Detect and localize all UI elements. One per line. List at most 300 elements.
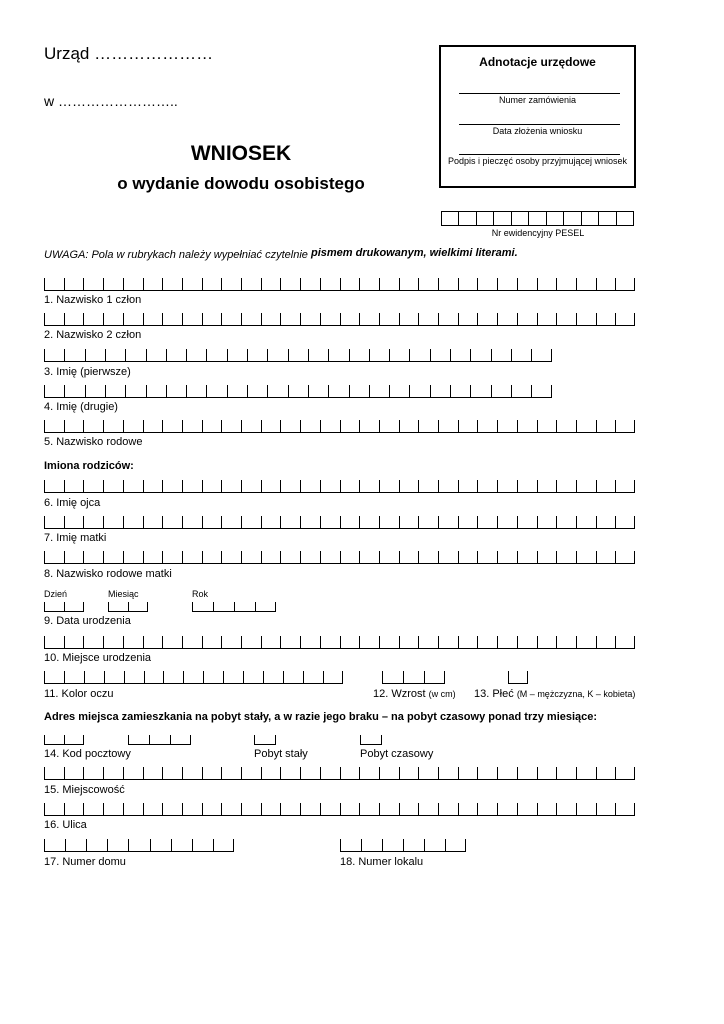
comb-divider [458,551,459,563]
height-field[interactable] [382,672,445,684]
comb-divider [261,803,262,815]
official-annotations-box [439,45,636,188]
comb-divider [418,803,419,815]
comb-divider [424,839,425,851]
father-name-label: 6. Imię ojca [44,497,101,509]
house-number-field[interactable] [44,840,234,852]
comb-divider [340,516,341,528]
comb-divider [527,671,528,683]
comb-divider [64,803,65,815]
comb-divider [275,602,276,611]
comb-divider [64,516,65,528]
comb-divider [359,480,360,492]
comb-divider [634,420,635,432]
street-field[interactable] [44,804,635,816]
surname-2-field[interactable] [44,314,635,326]
comb-divider [44,516,45,528]
comb-divider [418,420,419,432]
comb-divider [418,480,419,492]
birth-month-caption: Miesiąc [108,589,139,599]
comb-divider [615,278,616,290]
comb-divider [241,636,242,648]
comb-divider [497,313,498,325]
comb-divider [65,839,66,851]
comb-divider [83,480,84,492]
comb-divider [213,602,214,611]
comb-divider [328,349,329,361]
comb-divider [556,551,557,563]
comb-divider [149,735,150,744]
comb-divider [202,313,203,325]
surname-2-label: 2. Nazwisko 2 człon [44,329,142,341]
comb-divider [64,313,65,325]
office-line: Urząd ………………… [44,44,214,63]
comb-divider [477,516,478,528]
comb-divider [288,385,289,397]
comb-divider [458,516,459,528]
comb-divider [320,516,321,528]
comb-divider [83,313,84,325]
pesel-cell[interactable] [442,212,459,225]
comb-divider [162,480,163,492]
comb-divider [517,420,518,432]
comb-divider [108,602,109,611]
comb-divider [444,671,445,683]
comb-divider [44,671,45,683]
comb-divider [125,385,126,397]
comb-divider [44,480,45,492]
comb-divider [275,735,276,744]
comb-divider [103,420,104,432]
comb-divider [166,385,167,397]
submission-date-line[interactable] [459,124,620,125]
comb-divider [596,767,597,779]
comb-divider [596,803,597,815]
address-heading: Adres miejsca zamieszkania na pobyt stały, a w razie jego braku – na pobyt czasowy ponad trzy miesiące: [44,711,598,723]
comb-divider [399,803,400,815]
comb-divider [182,516,183,528]
sex-label [474,688,635,701]
comb-divider [537,767,538,779]
comb-divider [123,636,124,648]
comb-divider [162,551,163,563]
comb-divider [359,313,360,325]
comb-divider [105,385,106,397]
comb-divider [104,671,105,683]
comb-divider [497,516,498,528]
comb-divider [445,839,446,851]
comb-divider [596,636,597,648]
family-name-field[interactable] [44,421,635,433]
comb-divider [280,803,281,815]
comb-divider [458,636,459,648]
form-subtitle: o wydanie dowodu osobistego [117,174,365,193]
apartment-number-label: 18. Numer lokalu [340,856,424,868]
order-number-line[interactable] [459,93,620,94]
comb-divider [438,636,439,648]
comb-divider [382,839,383,851]
first-name-label: 3. Imię (pierwsze) [44,366,131,378]
permanent-stay-label: Pobyt stały [254,748,308,760]
comb-divider [280,636,281,648]
comb-divider [491,385,492,397]
comb-divider [438,278,439,290]
comb-divider [202,803,203,815]
comb-divider [418,313,419,325]
comb-divider [556,420,557,432]
comb-divider [241,551,242,563]
comb-divider [576,767,577,779]
comb-divider [241,278,242,290]
comb-divider [162,803,163,815]
comb-divider [300,767,301,779]
comb-divider [477,767,478,779]
sex-label-text: 13. Płeć [474,688,514,700]
comb-divider [596,420,597,432]
comb-divider [320,803,321,815]
comb-divider [497,420,498,432]
comb-divider [203,671,204,683]
first-name-field[interactable] [44,350,552,362]
comb-divider [531,385,532,397]
comb-divider [247,349,248,361]
comb-divider [320,313,321,325]
comb-divider [438,420,439,432]
comb-divider [379,767,380,779]
comb-divider [511,385,512,397]
comb-divider [497,803,498,815]
comb-divider [202,636,203,648]
comb-divider [430,385,431,397]
comb-divider [403,839,404,851]
comb-divider [103,313,104,325]
comb-divider [556,516,557,528]
comb-divider [517,480,518,492]
sex-field[interactable] [508,672,528,684]
comb-divider [143,767,144,779]
comb-divider [221,313,222,325]
comb-divider [477,636,478,648]
comb-divider [320,551,321,563]
comb-divider [241,313,242,325]
comb-divider [438,480,439,492]
pesel-label: Nr ewidencyjny PESEL [491,228,585,238]
height-label-text: 12. Wzrost [373,688,426,700]
comb-divider [634,278,635,290]
pesel-cell[interactable] [547,212,564,225]
comb-divider [261,767,262,779]
comb-divider [328,385,329,397]
comb-divider [458,278,459,290]
comb-divider [44,839,45,851]
comb-divider [320,767,321,779]
comb-divider [369,349,370,361]
comb-divider [399,551,400,563]
comb-divider [146,385,147,397]
comb-divider [280,278,281,290]
comb-divider [576,313,577,325]
comb-divider [227,385,228,397]
mother-name-field[interactable] [44,517,635,529]
pesel-cell[interactable] [529,212,546,225]
comb-divider [44,767,45,779]
comb-divider [517,551,518,563]
comb-divider [86,839,87,851]
comb-divider [125,349,126,361]
comb-divider [241,767,242,779]
comb-divider [359,636,360,648]
comb-divider [379,803,380,815]
comb-divider [202,767,203,779]
comb-divider [83,516,84,528]
comb-divider [123,551,124,563]
comb-divider [241,480,242,492]
comb-divider [458,420,459,432]
form-title: WNIOSEK [190,142,292,165]
comb-divider [223,671,224,683]
comb-divider [359,516,360,528]
birth-year-field[interactable] [192,600,276,612]
comb-divider [300,803,301,815]
comb-divider [202,480,203,492]
comb-divider [418,636,419,648]
comb-divider [243,671,244,683]
comb-divider [162,636,163,648]
comb-divider [399,278,400,290]
comb-divider [192,839,193,851]
permanent-stay-checkbox[interactable] [254,733,276,745]
comb-divider [477,551,478,563]
comb-divider [143,551,144,563]
comb-divider [615,803,616,815]
comb-divider [166,349,167,361]
comb-divider [143,636,144,648]
birth-place-label: 10. Miejsce urodzenia [44,652,152,664]
comb-divider [320,420,321,432]
comb-divider [206,349,207,361]
pesel-cell[interactable] [512,212,529,225]
pesel-cell[interactable] [617,212,634,225]
comb-divider [418,516,419,528]
comb-divider [556,636,557,648]
birth-month-field[interactable] [108,600,148,612]
comb-divider [280,551,281,563]
comb-divider [399,636,400,648]
comb-divider [143,516,144,528]
comb-divider [458,767,459,779]
comb-divider [576,636,577,648]
comb-divider [241,516,242,528]
comb-divider [438,767,439,779]
comb-divider [186,385,187,397]
comb-divider [202,551,203,563]
signature-label: Podpis i pieczęć osoby przyjmującej wniosek [447,156,628,166]
comb-divider [615,420,616,432]
comb-divider [399,420,400,432]
comb-divider [123,313,124,325]
comb-divider [300,480,301,492]
second-name-field[interactable] [44,386,552,398]
comb-divider [44,349,45,361]
comb-divider [84,671,85,683]
town-field[interactable] [44,768,635,780]
comb-divider [491,349,492,361]
comb-divider [221,551,222,563]
comb-divider [360,735,361,744]
pesel-cell[interactable] [564,212,581,225]
comb-divider [263,671,264,683]
comb-divider [182,767,183,779]
comb-divider [202,278,203,290]
comb-divider [44,551,45,563]
comb-divider [497,767,498,779]
comb-divider [349,385,350,397]
comb-divider [576,551,577,563]
temporary-stay-label: Pobyt czasowy [360,748,434,760]
comb-divider [418,767,419,779]
eye-colour-field[interactable] [44,672,343,684]
comb-divider [361,839,362,851]
pesel-field[interactable] [441,211,634,226]
comb-divider [107,839,108,851]
comb-divider [576,480,577,492]
postal-code-part2-field[interactable] [128,733,191,745]
comb-divider [379,516,380,528]
father-name-field[interactable] [44,481,635,493]
comb-divider [241,420,242,432]
comb-divider [379,480,380,492]
comb-divider [221,803,222,815]
pesel-cell[interactable] [582,212,599,225]
comb-divider [182,636,183,648]
comb-divider [537,551,538,563]
comb-divider [634,480,635,492]
birth-date-label: 9. Data urodzenia [44,615,131,627]
comb-divider [162,516,163,528]
comb-divider [477,420,478,432]
comb-divider [300,636,301,648]
comb-divider [143,313,144,325]
comb-divider [340,278,341,290]
temporary-stay-checkbox[interactable] [360,733,382,745]
comb-divider [64,278,65,290]
comb-divider [576,278,577,290]
comb-divider [64,602,65,611]
comb-divider [576,803,577,815]
comb-divider [418,278,419,290]
comb-divider [162,767,163,779]
signature-line[interactable] [459,154,620,155]
comb-divider [418,551,419,563]
comb-divider [458,803,459,815]
birth-day-field[interactable] [44,600,84,612]
comb-divider [183,671,184,683]
comb-divider [409,349,410,361]
comb-divider [64,349,65,361]
comb-divider [517,313,518,325]
comb-divider [123,278,124,290]
comb-divider [64,735,65,744]
comb-divider [221,278,222,290]
comb-divider [83,636,84,648]
comb-divider [470,385,471,397]
comb-divider [83,551,84,563]
comb-divider [430,349,431,361]
comb-divider [537,313,538,325]
comb-divider [399,516,400,528]
comb-divider [44,636,45,648]
comb-divider [537,516,538,528]
comb-divider [221,480,222,492]
comb-divider [556,480,557,492]
comb-divider [340,420,341,432]
comb-divider [64,420,65,432]
comb-divider [147,602,148,611]
comb-divider [288,349,289,361]
comb-divider [497,551,498,563]
comb-divider [596,278,597,290]
comb-divider [162,420,163,432]
comb-divider [497,636,498,648]
comb-divider [143,420,144,432]
comb-divider [44,735,45,744]
pesel-cell[interactable] [599,212,616,225]
comb-divider [190,735,191,744]
office-location-line: w …………………….. [44,93,178,109]
comb-divider [280,420,281,432]
comb-divider [308,349,309,361]
comb-divider [576,420,577,432]
comb-divider [44,602,45,611]
comb-divider [64,636,65,648]
postal-code-label: 14. Kod pocztowy [44,748,131,760]
comb-divider [556,803,557,815]
comb-divider [409,385,410,397]
comb-divider [477,480,478,492]
comb-divider [44,803,45,815]
comb-divider [234,602,235,611]
pesel-cell[interactable] [477,212,494,225]
mother-family-name-field[interactable] [44,552,635,564]
comb-divider [531,349,532,361]
comb-divider [340,767,341,779]
surname-1-label: 1. Nazwisko 1 człon [44,294,142,306]
comb-divider [340,803,341,815]
comb-divider [556,278,557,290]
comb-divider [382,671,383,683]
comb-divider [170,735,171,744]
family-name-label: 5. Nazwisko rodowe [44,436,143,448]
comb-divider [517,767,518,779]
comb-divider [83,602,84,611]
pesel-cell[interactable] [494,212,511,225]
birth-place-field[interactable] [44,637,635,649]
comb-divider [182,480,183,492]
postal-code-part1-field[interactable] [44,733,84,745]
surname-1-field[interactable] [44,279,635,291]
official-annotations-title: Adnotacje urzędowe [479,55,596,69]
comb-divider [261,551,262,563]
comb-divider [143,278,144,290]
comb-divider [261,636,262,648]
comb-divider [44,313,45,325]
comb-divider [615,636,616,648]
comb-divider [44,278,45,290]
comb-divider [150,839,151,851]
apartment-number-field[interactable] [340,840,466,852]
pesel-cell[interactable] [459,212,476,225]
comb-divider [267,385,268,397]
